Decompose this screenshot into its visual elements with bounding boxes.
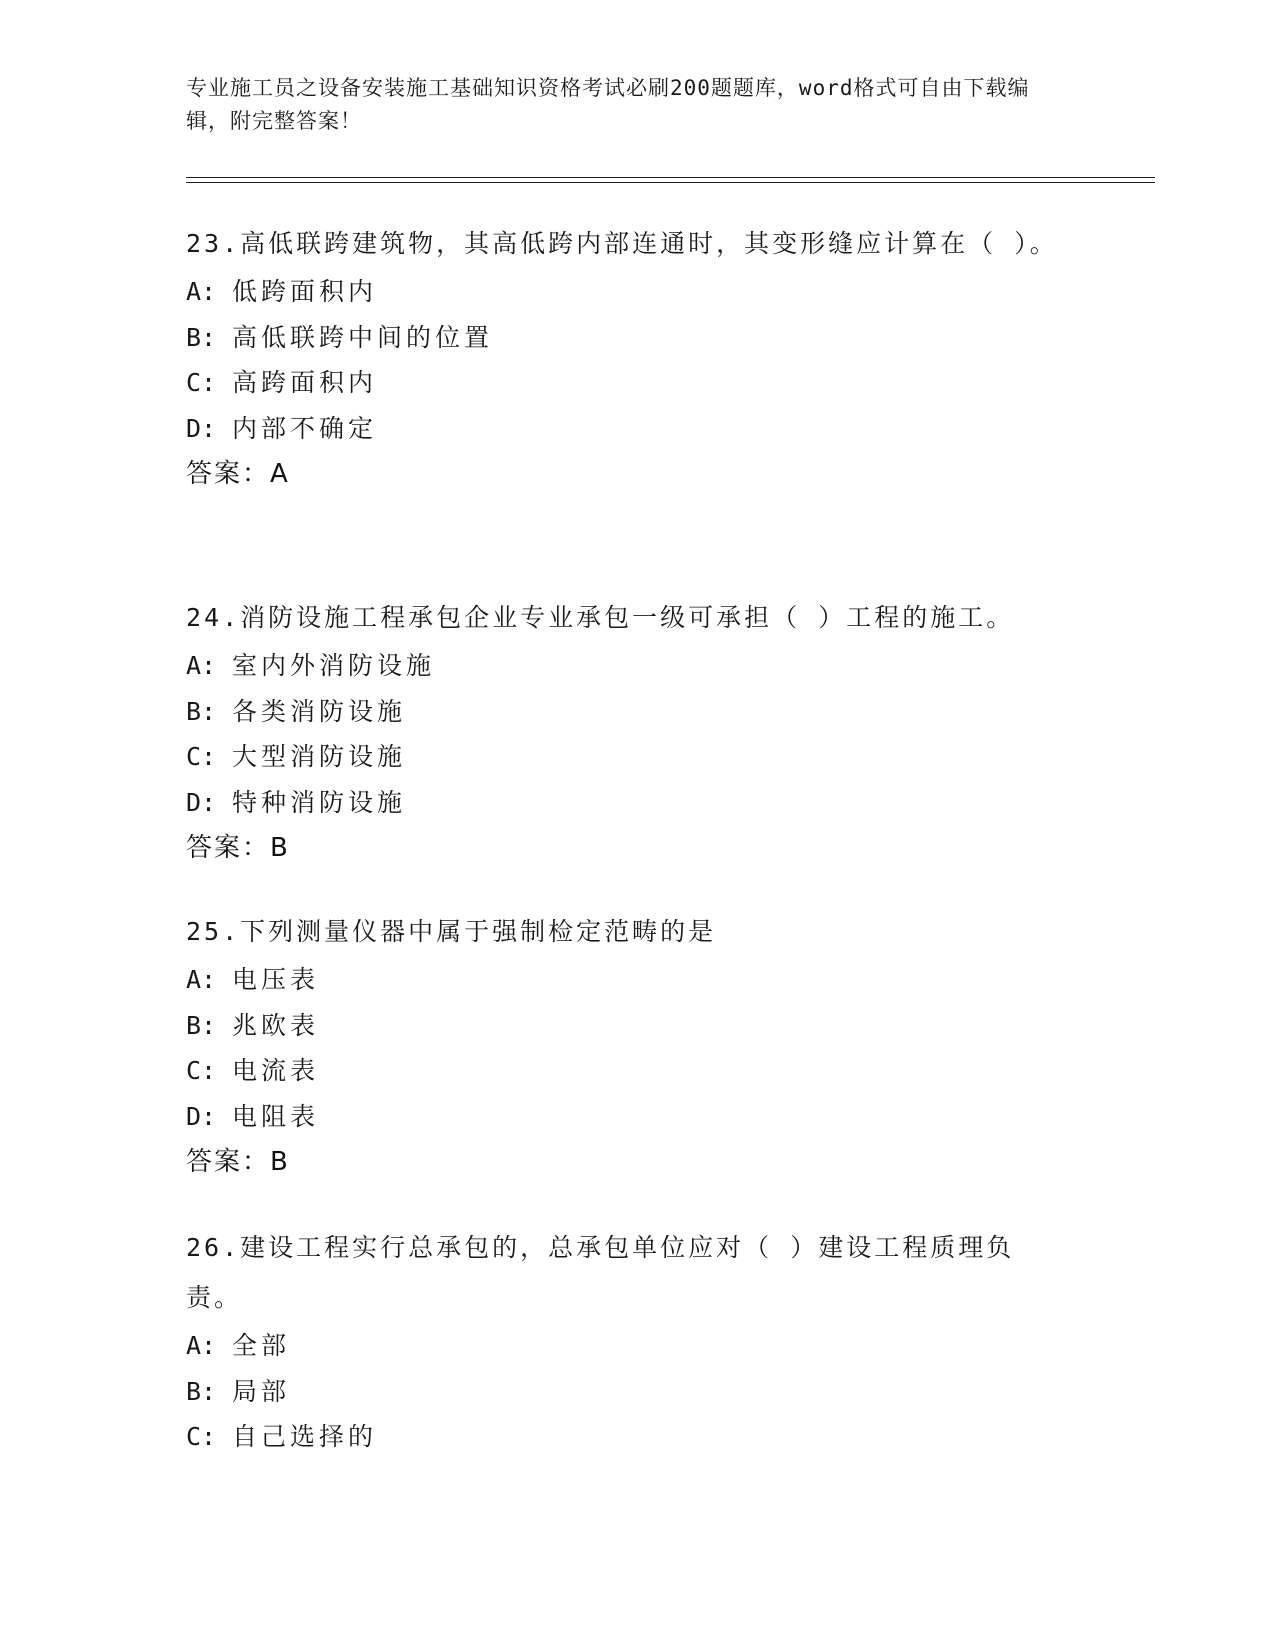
option-text: 电流表 [232,1056,320,1085]
option-key: A: [186,277,217,306]
option-text: 局部 [232,1376,291,1406]
question-text: 消防设施工程承包企业专业承包一级可承担（ ）工程的施工。 [240,603,1015,632]
option-b [186,315,1066,361]
option-c [186,360,1066,406]
option-d [186,406,1066,452]
question-stem [186,1223,1066,1323]
option-key: B: [186,322,217,352]
question-text: 下列测量仪器中属于强制检定范畴的是 [240,917,717,946]
option-key: D: [186,413,217,443]
option-text: 兆欧表 [232,1010,320,1040]
question-text: 建设工程实行总承包的，总承包单位应对（ ）建设工程质理负责。 [186,1233,1015,1312]
option-text: 电压表 [232,965,320,994]
option-text: 各类消防设施 [232,696,407,726]
question-24 [186,593,1066,871]
question-number: 24. [186,603,241,632]
question-number: 25. [186,917,241,946]
option-key: C: [186,368,217,397]
option-text: 内部不确定 [232,413,378,443]
header-divider-bottom [186,182,1155,183]
option-b [186,1003,1066,1049]
option-a [186,957,1066,1003]
option-c [186,1414,1066,1460]
answer: 答案：B [186,833,290,863]
option-key: D: [186,1101,217,1131]
answer: 答案：B [186,1147,290,1177]
option-key: B: [186,696,217,726]
option-a [186,269,1066,315]
option-key: A: [186,1331,217,1360]
question-text: 高低联跨建筑物，其高低跨内部连通时，其变形缝应计算在（ ）。 [240,229,1058,258]
question-number: 23. [186,229,241,258]
answer: 答案：A [186,459,290,489]
option-key: B: [186,1376,217,1406]
question-number: 26. [186,1233,241,1262]
option-b [186,689,1066,735]
option-key: B: [186,1010,217,1040]
question-26 [186,1223,1066,1460]
option-b [186,1369,1066,1415]
question-23 [186,219,1066,497]
option-d [186,1094,1066,1140]
option-key: C: [186,1422,217,1451]
option-text: 自己选择的 [232,1422,378,1451]
option-text: 全部 [232,1331,291,1360]
option-key: C: [186,1056,217,1085]
option-key: C: [186,742,217,771]
option-text: 大型消防设施 [232,742,407,771]
question-stem [186,907,1066,957]
option-d [186,780,1066,826]
option-text: 高跨面积内 [232,368,378,397]
option-c [186,734,1066,780]
question-stem [186,219,1066,269]
option-a [186,1323,1066,1369]
question-stem [186,593,1066,643]
header-divider-top [186,177,1155,178]
option-text: 高低联跨中间的位置 [232,322,494,352]
option-text: 特种消防设施 [232,787,407,817]
option-key: A: [186,965,217,994]
option-key: D: [186,787,217,817]
option-a [186,643,1066,689]
option-key: A: [186,651,217,680]
option-text: 室内外消防设施 [232,651,436,680]
option-text: 电阻表 [232,1101,320,1131]
document-header: 专业施工员之设备安装施工基础知识资格考试必刷200题题库，word格式可自由下载编辑，附完整答案！ [186,76,1030,133]
option-text: 低跨面积内 [232,277,378,306]
option-c [186,1048,1066,1094]
question-25 [186,907,1066,1185]
